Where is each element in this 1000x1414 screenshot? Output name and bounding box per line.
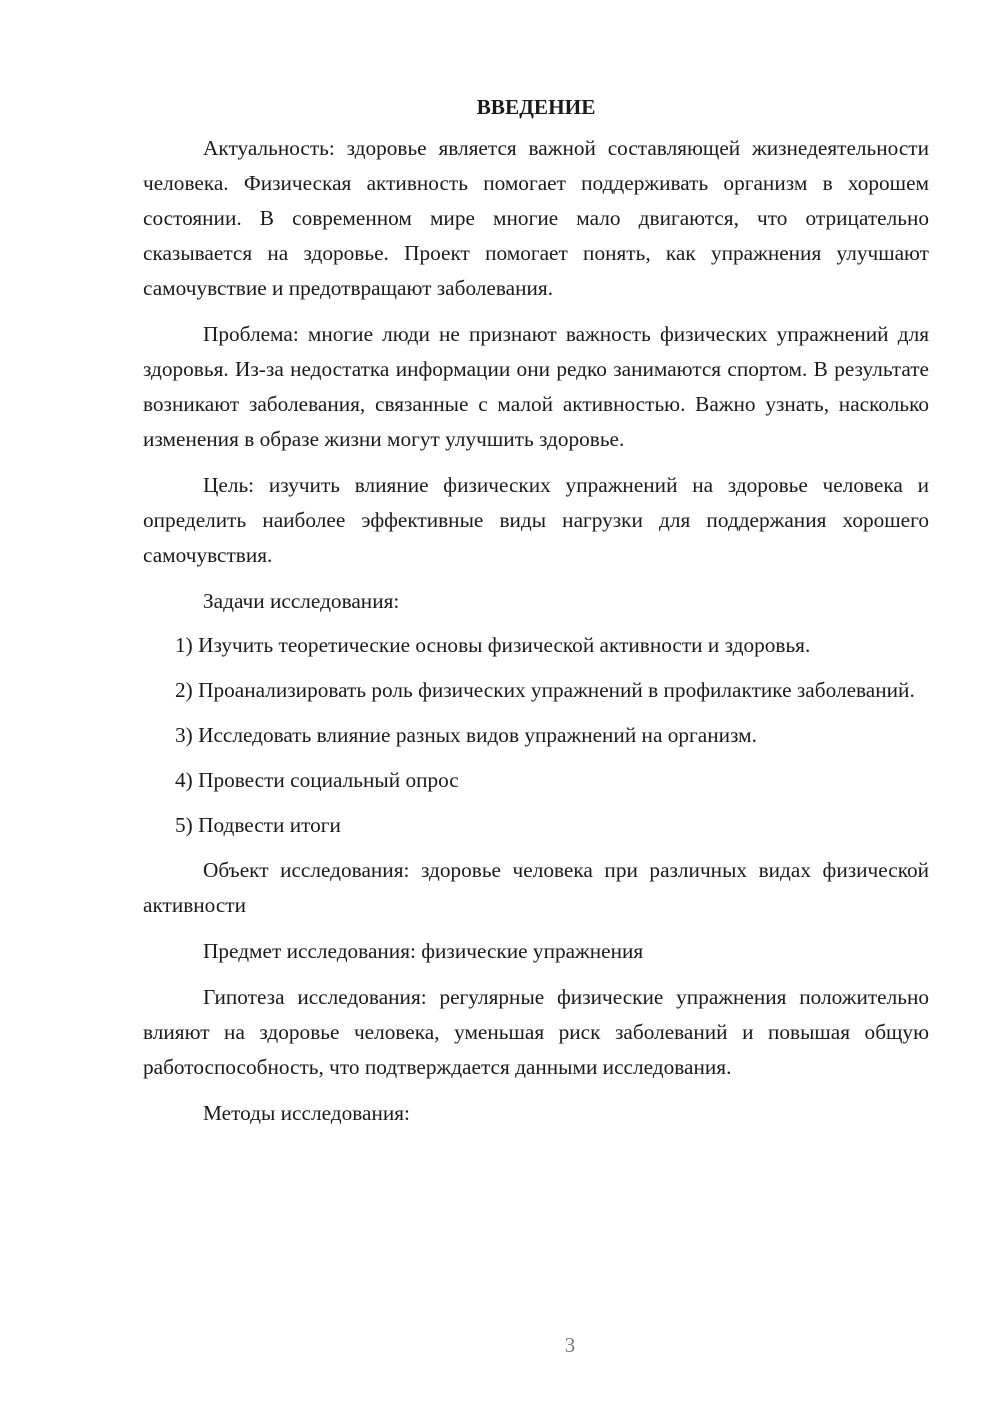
subject-paragraph: Предмет исследования: физические упражнения (203, 939, 644, 963)
task-item-3: 3) Исследовать влияние разных видов упражнений на организм. (175, 723, 757, 747)
task-item-1: 1) Изучить теоретические основы физической активности и здоровья. (175, 633, 811, 657)
tasks-heading: Задачи исследования: (203, 589, 400, 613)
document-page (143, 90, 929, 1142)
object-paragraph: Объект исследования: здоровье человека при различных видах физической активности (143, 858, 929, 917)
task-item-4: 4) Провести социальный опрос (175, 768, 459, 792)
task-item-2: 2) Проанализировать роль физических упражнений в профилактике заболеваний. (175, 678, 915, 702)
page-number: 3 (564, 1333, 576, 1357)
methods-heading: Методы исследования: (203, 1101, 410, 1125)
tasks-list (143, 628, 929, 843)
task-item-5: 5) Подвести итоги (175, 813, 341, 837)
relevance-paragraph: Актуальность: здоровье является важной составляющей жизнедеятельности человека. Физическая активность помогает поддерживать организм в хорошем состоянии. В современном мире многие мало двигаются, что отрицательно сказывается на здоровье. Проект помогает понять, как упражнения улучшают самочувствие и предотвращают заболевания. (143, 136, 929, 300)
page-title: ВВЕДЕНИЕ (476, 95, 596, 119)
problem-paragraph: Проблема: многие люди не признают важность физических упражнений для здоровья. Из-за недостатка информации они редко занимаются спортом. В результате возникают заболевания, связанные с малой активностью. Важно узнать, насколько изменения в образе жизни могут улучшить здоровье. (143, 322, 929, 451)
goal-paragraph: Цель: изучить влияние физических упражнений на здоровье человека и определить наиболее эффективные виды нагрузки для поддержания хорошего самочувствия. (143, 473, 929, 567)
hypothesis-paragraph: Гипотеза исследования: регулярные физические упражнения положительно влияют на здоровье человека, уменьшая риск заболеваний и повышая общую работоспособность, что подтверждается данными исследования. (143, 985, 929, 1079)
